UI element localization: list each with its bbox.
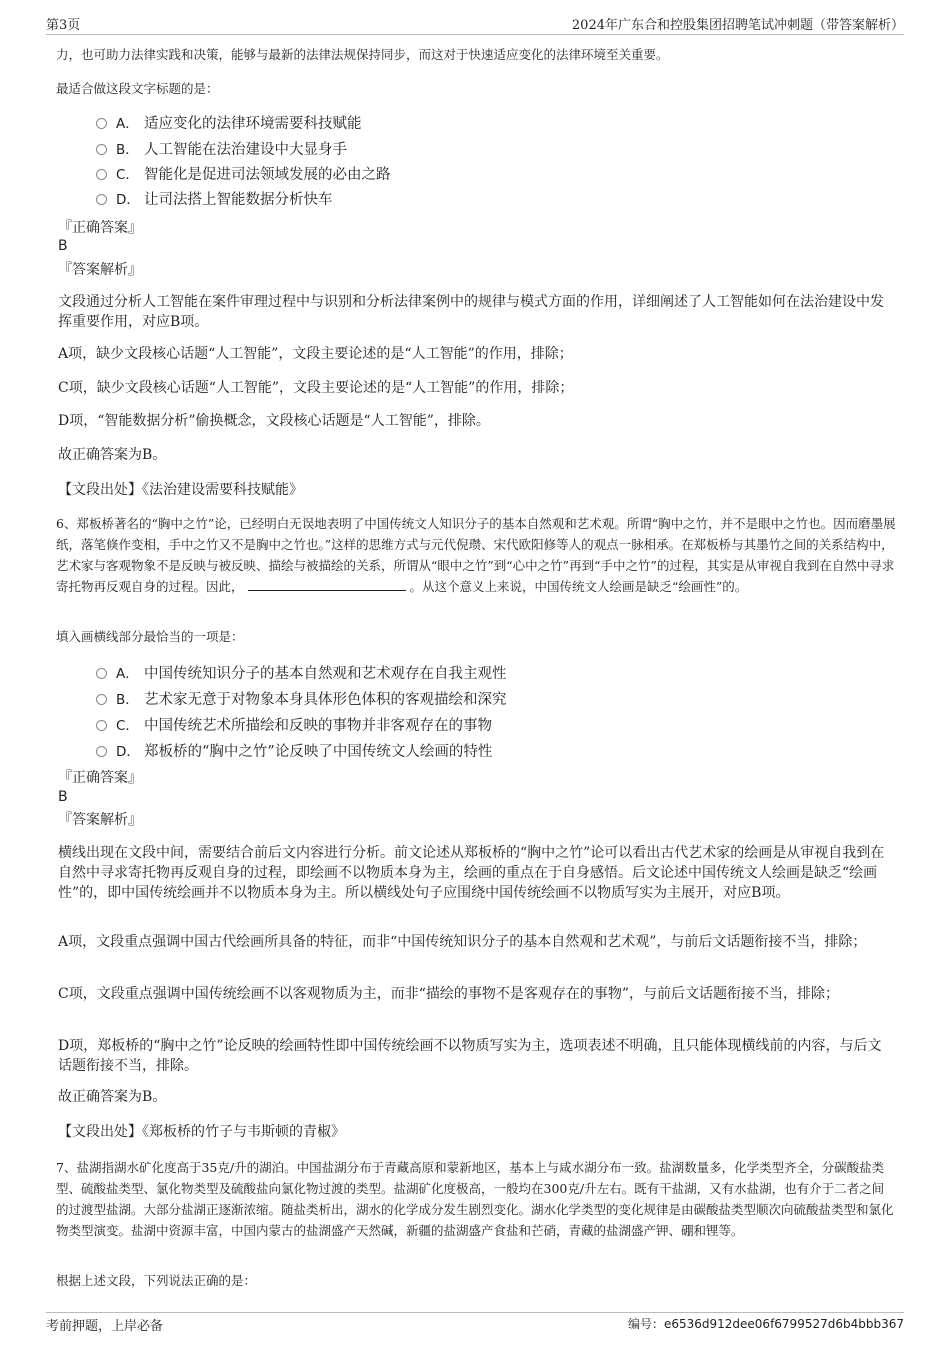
document-title: 2024年广东合和控股集团招聘笔试冲刺题（带答案解析） <box>571 18 904 33</box>
option-key: A． <box>116 116 139 132</box>
fill-blank-line <box>248 576 406 591</box>
q5-answer: B <box>58 238 68 254</box>
q5-analysis-d: D项，“智能数据分析”偷换概念，文段核心话题是“人工智能”，排除。 <box>58 413 490 429</box>
q5-option-d[interactable] <box>96 189 333 211</box>
page-number: 第3页 <box>46 18 81 33</box>
option-key: C． <box>116 167 139 183</box>
q6-option-a[interactable] <box>96 663 507 685</box>
option-key: A． <box>116 666 139 682</box>
q6-answer: B <box>58 789 68 805</box>
q5-option-b[interactable] <box>96 139 347 161</box>
q6-option-d[interactable] <box>96 741 492 763</box>
q6-analysis-a: A项，文段重点强调中国古代绘画所具备的特征，而非“中国传统知识分子的基本自然观和艺术观”，与前后文话题衔接不当，排除； <box>58 934 867 950</box>
code-label: 编号： <box>627 1317 664 1331</box>
q5-analysis-label: 『答案解析』 <box>58 262 142 278</box>
q6-option-c[interactable] <box>96 715 492 737</box>
option-key: C． <box>116 718 139 734</box>
q6-conclusion: 故正确答案为B。 <box>58 1089 167 1105</box>
option-text: 艺术家无意于对物象本身具体形色体积的客观描绘和深究 <box>144 692 507 708</box>
radio-icon[interactable] <box>96 746 107 757</box>
q5-prompt: 最适合做这段文字标题的是： <box>56 81 219 96</box>
q5-analysis-a: A项，缺少文段核心话题“人工智能”，文段主要论述的是“人工智能”的作用，排除； <box>58 346 573 362</box>
q6-analysis-main: 横线出现在文段中间，需要结合前后文内容进行分析。前文论述从郑板桥的“胸中之竹”论可以看出古代艺术家的绘画是从审视自我到在自然中寻求寄托物再反观自身的过程，即绘画不以物质本身为主，绘画的重点在于自身感悟。后文论述中国传统文人绘画是缺乏“绘画性”的，即中国传统绘画并不以物质本身为主。所以横线处句子应围绕中国传统绘画不以物质写实为主展开，对应B项。 <box>58 845 885 901</box>
q6-source: 【文段出处】《郑板桥的竹子与韦斯顿的青椒》 <box>58 1124 345 1140</box>
q5-analysis-main: 文段通过分析人工智能在案件审理过程中与识别和分析法律案例中的规律与模式方面的作用，详细阐述了人工智能如何在法治建设中发挥重要作用，对应B项。 <box>58 294 884 330</box>
code-value: e6536d912dee06f6799527d6b4bbb367 <box>663 1317 904 1331</box>
page-footer <box>46 1312 904 1333</box>
radio-icon[interactable] <box>96 194 107 205</box>
q7-prompt: 根据上述文段，下列说法正确的是： <box>56 1273 257 1288</box>
option-text: 适应变化的法律环境需要科技赋能 <box>144 116 362 132</box>
q6-answer-label: 『正确答案』 <box>58 770 142 786</box>
option-key: D． <box>116 192 140 208</box>
radio-icon[interactable] <box>96 720 107 731</box>
option-text: 让司法搭上智能数据分析快车 <box>144 192 333 208</box>
q6-stem-after: 。从这个意义上来说，中国传统文人绘画是缺乏“绘画性”的。 <box>409 579 748 594</box>
q5-source: 【文段出处】《法治建设需要科技赋能》 <box>58 482 303 498</box>
option-key: B． <box>116 142 139 158</box>
q6-analysis-c: C项，文段重点强调中国传统绘画不以客观物质为主，而非“描绘的事物不是客观存在的事物”，与前后文话题衔接不当，排除； <box>58 986 840 1002</box>
q5-option-a[interactable] <box>96 113 362 135</box>
radio-icon[interactable] <box>96 694 107 705</box>
q5-stem-tail: 力，也可助力法律实践和决策，能够与最新的法律法规保持同步，而这对于快速适应变化的法律环境至关重要。 <box>56 47 669 62</box>
q5-analysis-c: C项，缺少文段核心话题“人工智能”，文段主要论述的是“人工智能”的作用，排除； <box>58 380 574 396</box>
q6-analysis-d: D项，郑板桥的“胸中之竹”论反映的绘画特性即中国传统绘画不以物质写实为主，选项表述不明确，且只能体现横线前的内容，与后文话题衔接不当，排除。 <box>58 1038 882 1074</box>
q6-analysis-label: 『答案解析』 <box>58 812 142 828</box>
q6-stem <box>56 513 896 597</box>
radio-icon[interactable] <box>96 118 107 129</box>
q6-prompt: 填入画横线部分最恰当的一项是： <box>56 629 244 644</box>
option-text: 中国传统艺术所描绘和反映的事物并非客观存在的事物 <box>144 718 492 734</box>
option-text: 智能化是促进司法领域发展的必由之路 <box>144 167 391 183</box>
option-text: 郑板桥的“胸中之竹”论反映了中国传统文人绘画的特性 <box>144 744 493 760</box>
q5-answer-label: 『正确答案』 <box>58 220 142 236</box>
radio-icon[interactable] <box>96 144 107 155</box>
option-key: D． <box>116 744 140 760</box>
option-text: 人工智能在法治建设中大显身手 <box>144 142 347 158</box>
option-text: 中国传统知识分子的基本自然观和艺术观存在自我主观性 <box>144 666 507 682</box>
q6-stem-before: 6、郑板桥著名的“胸中之竹”论，已经明白无误地表明了中国传统文人知识分子的基本自然观和艺术观。所谓“胸中之竹，并不是眼中之竹也。因而磨墨展纸，落笔倏作变相，手中之竹又不是胸中之竹也。”这样的思维方式与元代倪瓒、宋代欧阳修等人的观点一脉相承。在郑板桥与其墨竹之间的关系结构中，艺术家与客观物象不是反映与被反映、描绘与被描绘的关系，所谓从“眼中之竹”到“心中之竹”再到“手中之竹”的过程，其实是从审视自我到在自然中寻求寄托物再反观自身的过程。因此， <box>56 516 896 594</box>
document-code <box>628 1315 904 1332</box>
radio-icon[interactable] <box>96 169 107 180</box>
q5-option-c[interactable] <box>96 164 391 186</box>
page-header <box>46 12 904 35</box>
option-key: B． <box>116 692 139 708</box>
footer-slogan: 考前押题，上岸必备 <box>46 1319 164 1334</box>
q5-conclusion: 故正确答案为B。 <box>58 447 167 463</box>
q6-option-b[interactable] <box>96 689 507 711</box>
q7-stem: 7、盐湖指湖水矿化度高于35克/升的湖泊。中国盐湖分布于青藏高原和蒙新地区，基本上与咸水湖分布一致。盐湖数量多，化学类型齐全，分碳酸盐类型、硫酸盐类型、氯化物类型及硫酸盐向氯化物过渡的类型。盐湖矿化度极高，一般均在300克/升左右。既有干盐湖，又有水盐湖，也有介于二者之间的过渡型盐湖。大部分盐湖正逐渐浓缩。随盐类析出，湖水的化学成分发生剧烈变化。湖水化学类型的变化规律是由碳酸盐类型顺次向硫酸盐类型和氯化物类型演变。盐湖中资源丰富，中国内蒙古的盐湖盛产天然碱，新疆的盐湖盛产食盐和芒硝，青藏的盐湖盛产钾、硼和锂等。 <box>56 1160 894 1238</box>
radio-icon[interactable] <box>96 668 107 679</box>
